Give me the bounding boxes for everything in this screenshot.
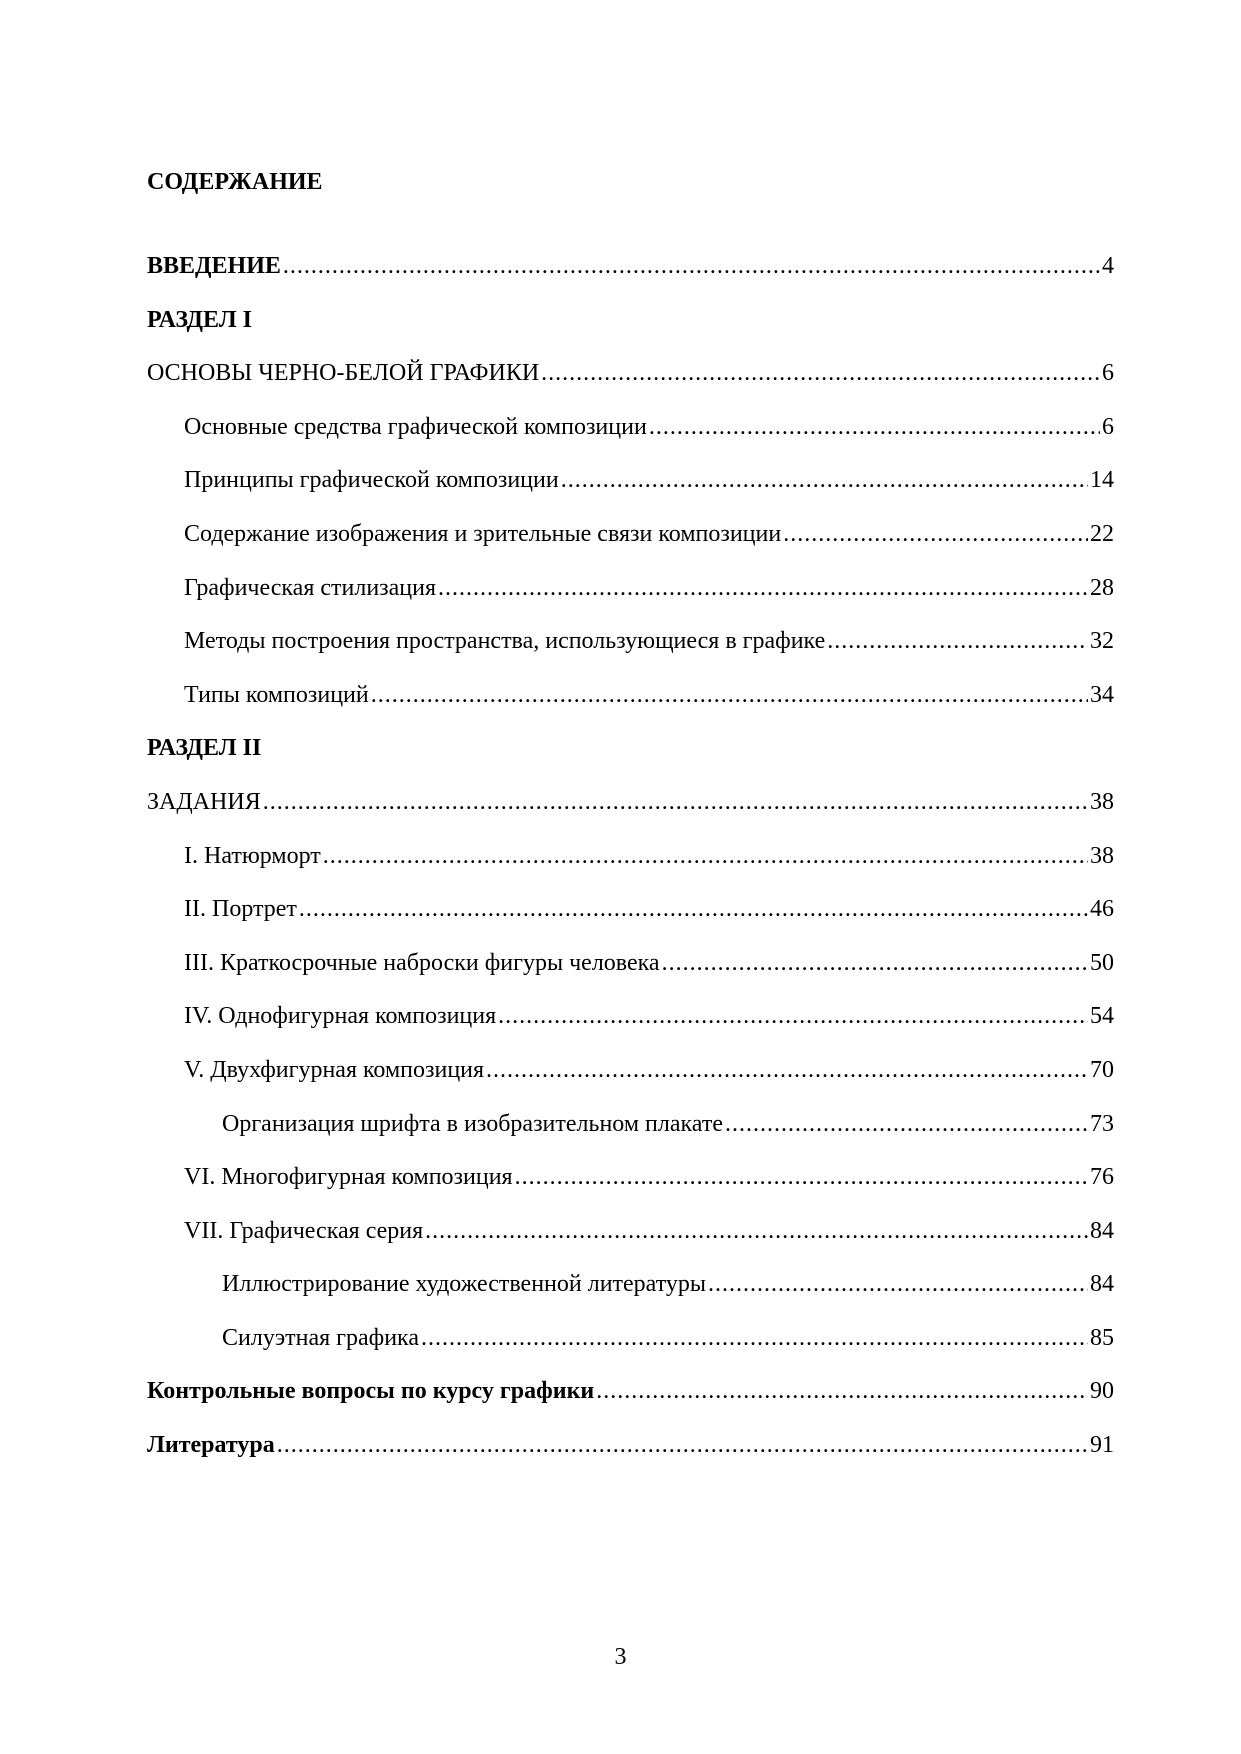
toc-entry-page: 46: [1090, 896, 1114, 923]
toc-entry-label: Принципы графической композиции: [184, 467, 559, 494]
toc-entry-illustration[interactable]: [147, 1270, 1114, 1324]
dot-leader: [486, 1056, 1088, 1084]
toc-entry-page: 6: [1102, 360, 1114, 387]
toc-entry-page: 54: [1090, 1003, 1114, 1030]
toc-entry-silhouette[interactable]: [147, 1324, 1114, 1378]
toc-entry-label: Иллюстрирование художественной литературы: [222, 1271, 707, 1298]
toc-entry-still-life[interactable]: [147, 842, 1114, 896]
toc-entry-page: 38: [1090, 788, 1114, 815]
dot-leader: [371, 681, 1088, 709]
toc-entry-label: VI. Многофигурная композиция: [184, 1164, 513, 1191]
page-number: 3: [614, 1644, 627, 1670]
toc-entry-composition-principles[interactable]: [147, 466, 1114, 520]
toc-entry-page: 70: [1090, 1056, 1114, 1083]
dot-leader: [783, 520, 1088, 548]
toc-entry-page: 4: [1102, 253, 1114, 279]
toc-entry-multi-figure[interactable]: [147, 1163, 1114, 1217]
toc-entry-page: 32: [1090, 628, 1114, 655]
dot-leader: [421, 1324, 1088, 1352]
toc-entry-page: 84: [1090, 1217, 1114, 1244]
dot-leader: [649, 413, 1100, 441]
toc-entry-label: Литература: [147, 1432, 275, 1459]
toc-entry-label: Содержание изображения и зрительные связи композиции: [184, 520, 782, 547]
dot-leader: [323, 842, 1088, 870]
toc-entry-label: VII. Графическая серия: [184, 1217, 424, 1244]
toc-entry-page: 22: [1090, 520, 1114, 547]
dot-leader: [283, 252, 1100, 280]
toc-entry-page: 91: [1090, 1432, 1114, 1459]
toc-entry-bw-graphics-basics[interactable]: [147, 359, 1114, 413]
toc-entry-page: 84: [1090, 1271, 1114, 1298]
toc-entry-composition-means[interactable]: [147, 413, 1114, 467]
toc-entry-page: 28: [1090, 574, 1114, 601]
toc-entry-page: 38: [1090, 842, 1114, 869]
toc-entry-page: 85: [1090, 1324, 1114, 1351]
toc-entry-single-figure[interactable]: [147, 1002, 1114, 1056]
toc-entry-two-figure[interactable]: [147, 1056, 1114, 1110]
page-title: СОДЕРЖАНИЕ: [147, 169, 323, 195]
section-heading-label: РАЗДЕЛ II: [147, 735, 262, 762]
toc-entry-assignments[interactable]: [147, 788, 1114, 842]
toc-entry-page: 6: [1102, 413, 1114, 440]
toc-entry-label: IV. Однофигурная композиция: [184, 1003, 497, 1030]
toc-section-heading-1: [147, 306, 1114, 360]
dot-leader: [277, 1431, 1088, 1459]
toc-entry-image-content[interactable]: [147, 520, 1114, 574]
section-heading-label: РАЗДЕЛ I: [147, 306, 252, 333]
dot-leader: [541, 359, 1100, 387]
toc-entry-label: Силуэтная графика: [222, 1324, 419, 1351]
toc-entry-page: 73: [1090, 1110, 1114, 1137]
toc-entry-label: III. Краткосрочные наброски фигуры человека: [184, 949, 660, 976]
toc-entry-label: II. Портрет: [184, 896, 297, 923]
toc-entry-stylization[interactable]: [147, 574, 1114, 628]
dot-leader: [561, 466, 1088, 494]
toc-entry-page: 50: [1090, 949, 1114, 976]
dot-leader: [662, 949, 1088, 977]
toc-entry-label: Методы построения пространства, использующиеся в графике: [184, 628, 826, 655]
toc-entry-literature[interactable]: [147, 1431, 1114, 1485]
toc-entry-introduction[interactable]: [147, 252, 1114, 306]
toc-entry-label: Контрольные вопросы по курсу графики: [147, 1378, 595, 1405]
dot-leader: [438, 574, 1088, 602]
toc-entry-page: 90: [1090, 1378, 1114, 1405]
toc-entry-label: Организация шрифта в изобразительном плакате: [222, 1110, 723, 1137]
toc-entry-space-methods[interactable]: [147, 627, 1114, 681]
dot-leader: [263, 788, 1088, 816]
toc-entry-label: ОСНОВЫ ЧЕРНО-БЕЛОЙ ГРАФИКИ: [147, 360, 540, 387]
dot-leader: [515, 1163, 1088, 1191]
toc-entry-composition-types[interactable]: [147, 681, 1114, 735]
dot-leader: [425, 1217, 1088, 1245]
dot-leader: [725, 1110, 1088, 1138]
table-of-contents: [147, 252, 1114, 1485]
toc-entry-label: ВВЕДЕНИЕ: [147, 253, 281, 279]
dot-leader: [596, 1377, 1088, 1405]
dot-leader: [708, 1270, 1088, 1298]
toc-entry-label: Графическая стилизация: [184, 574, 437, 601]
toc-entry-label: Основные средства графической композиции: [184, 413, 647, 440]
toc-section-heading-2: [147, 734, 1114, 788]
toc-entry-label: ЗАДАНИЯ: [147, 788, 261, 815]
toc-entry-figure-sketches[interactable]: [147, 949, 1114, 1003]
toc-entry-portrait[interactable]: [147, 895, 1114, 949]
toc-entry-label: I. Натюрморт: [184, 842, 321, 869]
toc-entry-page: 76: [1090, 1164, 1114, 1191]
toc-entry-label: V. Двухфигурная композиция: [184, 1056, 485, 1083]
toc-entry-poster-font[interactable]: [147, 1110, 1114, 1164]
toc-entry-page: 34: [1090, 681, 1114, 708]
dot-leader: [827, 627, 1088, 655]
toc-entry-control-questions[interactable]: [147, 1377, 1114, 1431]
toc-entry-graphic-series[interactable]: [147, 1217, 1114, 1271]
toc-entry-label: Типы композиций: [184, 681, 369, 708]
dot-leader: [498, 1002, 1088, 1030]
toc-entry-page: 14: [1090, 467, 1114, 494]
dot-leader: [299, 895, 1088, 923]
